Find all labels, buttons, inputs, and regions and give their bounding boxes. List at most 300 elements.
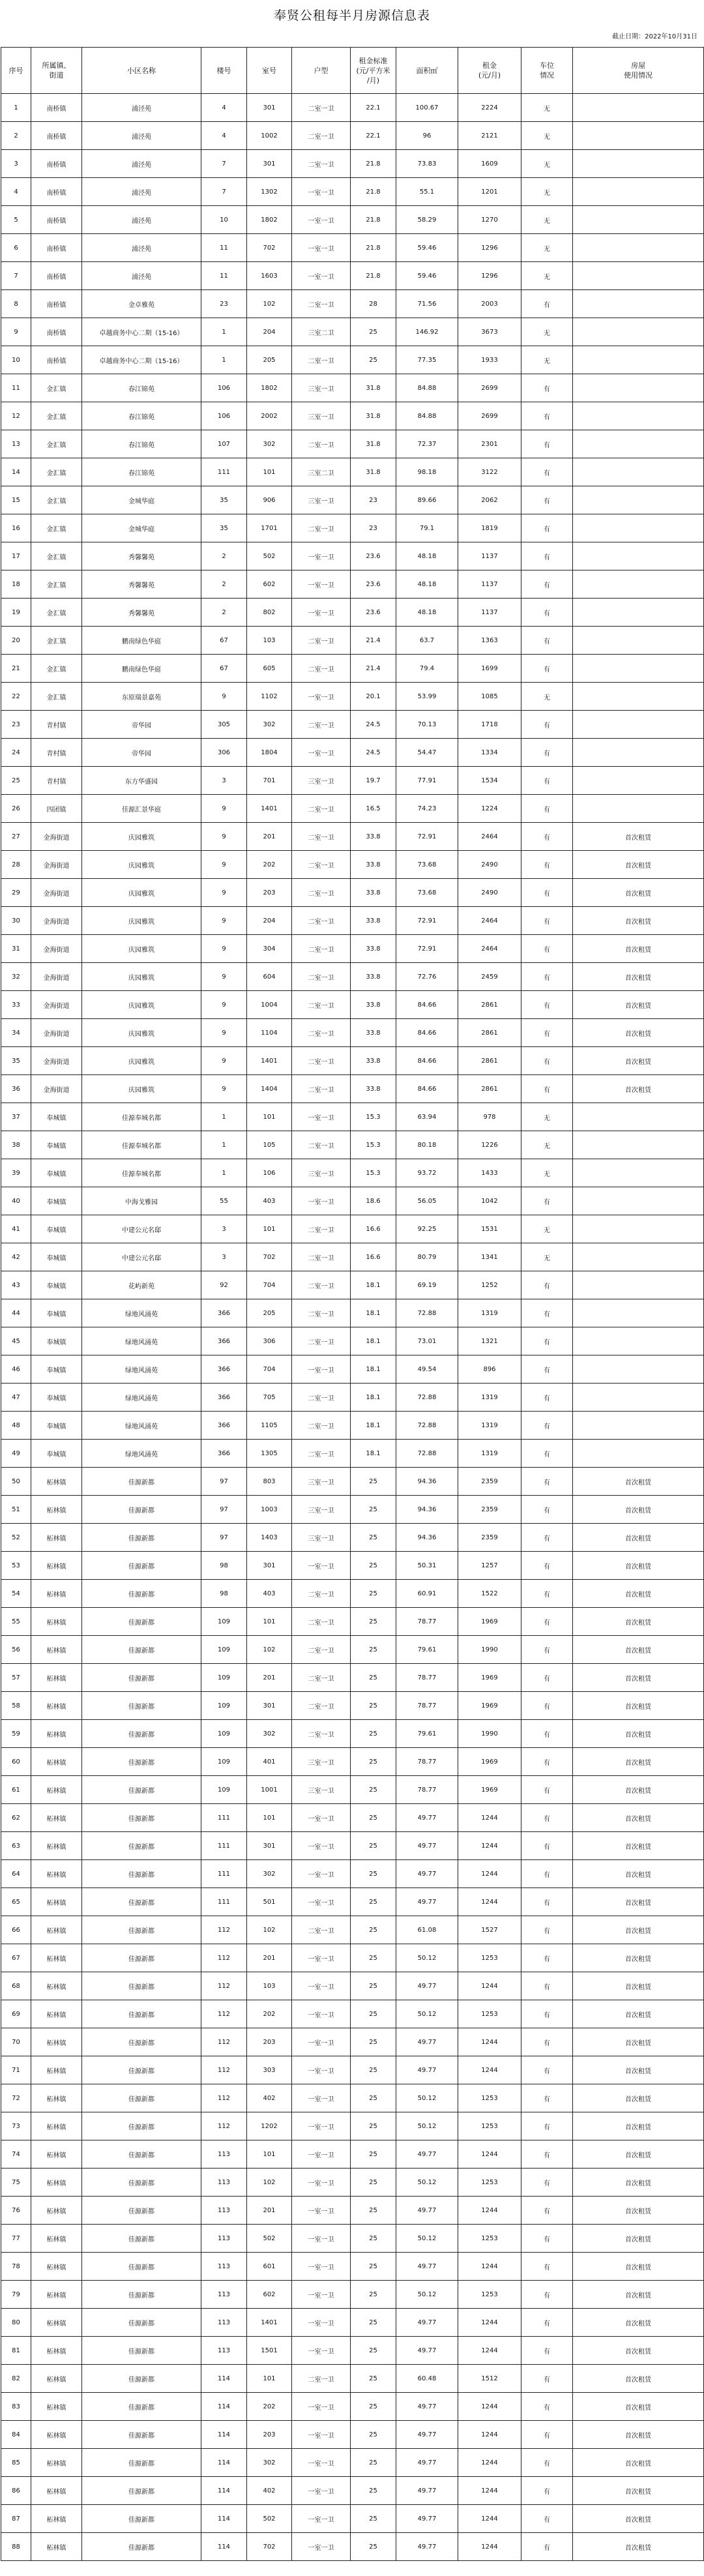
cell-parking: 有 <box>521 851 573 879</box>
cell-town: 金汇镇 <box>31 486 82 514</box>
cell-rent-standard: 25 <box>351 2197 396 2225</box>
cell-rent-standard: 18.6 <box>351 1187 396 1215</box>
cell-room: 102 <box>247 1916 292 1944</box>
cell-building: 97 <box>201 1524 247 1552</box>
cell-rent: 1244 <box>458 2028 521 2056</box>
cell-parking: 无 <box>521 1159 573 1187</box>
cell-area: 72.88 <box>396 1440 458 1468</box>
cell-building: 111 <box>201 1804 247 1832</box>
cell-rent-standard: 16.6 <box>351 1243 396 1271</box>
table-row <box>1 1832 704 1860</box>
cell-rent-standard: 25 <box>351 1664 396 1692</box>
cell-layout: 二室一卫 <box>292 907 351 935</box>
table-row <box>1 2112 704 2140</box>
cell-town: 奉城镇 <box>31 1384 82 1412</box>
cell-community: 秀馨馨苑 <box>82 570 201 599</box>
cell-usage: 首次租赁 <box>573 2421 704 2449</box>
cell-no: 31 <box>1 935 31 963</box>
cell-community: 佳源新都 <box>82 2197 201 2225</box>
cell-no: 21 <box>1 655 31 683</box>
cell-parking: 有 <box>521 542 573 570</box>
cell-layout: 一室一卫 <box>292 1860 351 1888</box>
cell-area: 93.72 <box>396 1159 458 1187</box>
cell-room: 906 <box>247 486 292 514</box>
cell-rent: 1137 <box>458 599 521 627</box>
cell-room: 702 <box>247 2533 292 2561</box>
cell-room: 604 <box>247 963 292 991</box>
cell-room: 705 <box>247 1384 292 1412</box>
cell-rent-standard: 33.8 <box>351 1019 396 1047</box>
table-row <box>1 1944 704 1972</box>
cell-rent-standard: 25 <box>351 1804 396 1832</box>
cell-no: 52 <box>1 1524 31 1552</box>
cell-usage: 首次租赁 <box>573 1608 704 1636</box>
cell-town: 柘林镇 <box>31 2112 82 2140</box>
cell-parking: 无 <box>521 94 573 122</box>
cell-area: 73.68 <box>396 851 458 879</box>
cell-rent: 1253 <box>458 2281 521 2309</box>
table-row <box>1 1972 704 2000</box>
cell-usage: 首次租赁 <box>573 1496 704 1524</box>
cell-no: 71 <box>1 2056 31 2084</box>
cell-building: 9 <box>201 1019 247 1047</box>
cell-no: 54 <box>1 1580 31 1608</box>
cell-no: 66 <box>1 1916 31 1944</box>
cell-rent-standard: 33.8 <box>351 1047 396 1075</box>
cell-room: 302 <box>247 1720 292 1748</box>
table-row <box>1 795 704 823</box>
cell-rent-standard: 25 <box>351 1860 396 1888</box>
cell-rent: 1253 <box>458 2169 521 2197</box>
cell-room: 105 <box>247 1131 292 1159</box>
cell-room: 101 <box>247 2140 292 2169</box>
cell-community: 中建公元名邸 <box>82 1243 201 1271</box>
cell-parking: 有 <box>521 1888 573 1916</box>
cell-area: 84.66 <box>396 1019 458 1047</box>
cell-layout: 二室一卫 <box>292 795 351 823</box>
cell-rent-standard: 25 <box>351 1944 396 1972</box>
cell-community: 庆园雅筑 <box>82 1019 201 1047</box>
cell-parking: 有 <box>521 907 573 935</box>
cell-room: 602 <box>247 570 292 599</box>
cell-rent: 1244 <box>458 1888 521 1916</box>
cell-area: 79.4 <box>396 655 458 683</box>
cell-room: 202 <box>247 851 292 879</box>
cell-no: 75 <box>1 2169 31 2197</box>
cell-layout: 三室一卫 <box>292 1776 351 1804</box>
cell-town: 金海街道 <box>31 935 82 963</box>
cell-building: 112 <box>201 2112 247 2140</box>
table-row <box>1 2533 704 2561</box>
cell-parking: 有 <box>521 2477 573 2505</box>
cell-layout: 一室一卫 <box>292 683 351 711</box>
cell-layout: 二室一卫 <box>292 290 351 318</box>
cell-town: 柘林镇 <box>31 2028 82 2056</box>
cell-town: 金海街道 <box>31 963 82 991</box>
header-building: 楼号 <box>201 48 247 94</box>
cell-community: 佳源新都 <box>82 2028 201 2056</box>
cell-parking: 有 <box>521 570 573 599</box>
cell-room: 205 <box>247 1299 292 1327</box>
cell-town: 柘林镇 <box>31 2309 82 2337</box>
cell-usage: 首次租赁 <box>573 2056 704 2084</box>
cell-community: 中海戈雅园 <box>82 1187 201 1215</box>
cell-rent: 1969 <box>458 1664 521 1692</box>
cell-rent-standard: 25 <box>351 318 396 346</box>
title-bar <box>0 0 704 29</box>
cell-no: 26 <box>1 795 31 823</box>
cell-usage: 首次租赁 <box>573 1019 704 1047</box>
cell-layout: 一室一卫 <box>292 542 351 570</box>
cell-room: 1004 <box>247 991 292 1019</box>
cell-usage <box>573 486 704 514</box>
cell-usage <box>573 150 704 178</box>
cell-no: 53 <box>1 1552 31 1580</box>
cell-no: 50 <box>1 1468 31 1496</box>
cell-building: 9 <box>201 683 247 711</box>
cell-rent: 1244 <box>458 2140 521 2169</box>
cell-rent-standard: 33.8 <box>351 1075 396 1103</box>
cell-rent-standard: 16.5 <box>351 795 396 823</box>
cell-town: 奉城镇 <box>31 1187 82 1215</box>
cell-rent-standard: 18.1 <box>351 1412 396 1440</box>
table-row <box>1 1355 704 1384</box>
cell-area: 50.12 <box>396 2281 458 2309</box>
cell-rent: 1201 <box>458 178 521 206</box>
cell-no: 29 <box>1 879 31 907</box>
cell-rent: 1527 <box>458 1916 521 1944</box>
cell-layout: 二室一卫 <box>292 1636 351 1664</box>
cell-rent: 1244 <box>458 2421 521 2449</box>
cell-parking: 有 <box>521 430 573 458</box>
cell-usage <box>573 655 704 683</box>
cell-rent-standard: 18.1 <box>351 1355 396 1384</box>
cell-town: 奉城镇 <box>31 1243 82 1271</box>
table-row <box>1 1468 704 1496</box>
cell-building: 9 <box>201 1047 247 1075</box>
cell-town: 南桥镇 <box>31 290 82 318</box>
cell-town: 金汇镇 <box>31 458 82 486</box>
cell-town: 柘林镇 <box>31 2365 82 2393</box>
table-row <box>1 150 704 178</box>
cell-rent: 1512 <box>458 2365 521 2393</box>
table-row <box>1 1748 704 1776</box>
cell-rent: 3673 <box>458 318 521 346</box>
header-town: 所属镇、 街道 <box>31 48 82 94</box>
cell-layout: 一室一卫 <box>292 2000 351 2028</box>
cell-rent-standard: 25 <box>351 2309 396 2337</box>
cell-building: 111 <box>201 1860 247 1888</box>
cell-parking: 有 <box>521 2225 573 2253</box>
cell-area: 72.37 <box>396 430 458 458</box>
cell-area: 49.77 <box>396 2197 458 2225</box>
cell-rent: 2003 <box>458 290 521 318</box>
cell-rent-standard: 33.8 <box>351 935 396 963</box>
cell-area: 49.77 <box>396 2505 458 2533</box>
cell-no: 79 <box>1 2281 31 2309</box>
cell-room: 102 <box>247 290 292 318</box>
cell-community: 庆园雅筑 <box>82 907 201 935</box>
cell-no: 22 <box>1 683 31 711</box>
cell-parking: 有 <box>521 2393 573 2421</box>
cell-town: 奉城镇 <box>31 1131 82 1159</box>
table-row <box>1 1327 704 1355</box>
cell-rent: 2861 <box>458 991 521 1019</box>
cell-layout: 二室一卫 <box>292 1440 351 1468</box>
cell-building: 4 <box>201 122 247 150</box>
cell-usage: 首次租赁 <box>573 1916 704 1944</box>
cell-town: 金海街道 <box>31 879 82 907</box>
cell-layout: 一室一卫 <box>292 2197 351 2225</box>
cell-building: 112 <box>201 2028 247 2056</box>
cell-town: 奉城镇 <box>31 1299 82 1327</box>
cell-town: 柘林镇 <box>31 1692 82 1720</box>
cell-room: 1603 <box>247 262 292 290</box>
cell-parking: 有 <box>521 2028 573 2056</box>
cell-rent: 1244 <box>458 2477 521 2505</box>
cell-usage: 首次租赁 <box>573 2309 704 2337</box>
cell-building: 366 <box>201 1355 247 1384</box>
table-row <box>1 402 704 430</box>
cell-rent: 1969 <box>458 1748 521 1776</box>
cell-no: 46 <box>1 1355 31 1384</box>
cell-rent: 1433 <box>458 1159 521 1187</box>
cell-community: 庆园雅筑 <box>82 935 201 963</box>
cell-no: 15 <box>1 486 31 514</box>
cell-usage: 首次租赁 <box>573 2169 704 2197</box>
cell-town: 青村镇 <box>31 739 82 767</box>
cell-community: 鹏南绿色华庭 <box>82 655 201 683</box>
cell-area: 80.79 <box>396 1243 458 1271</box>
cell-layout: 一室一卫 <box>292 1972 351 2000</box>
cell-usage <box>573 1440 704 1468</box>
cell-area: 74.23 <box>396 795 458 823</box>
cell-area: 84.66 <box>396 1075 458 1103</box>
cell-community: 佳源新都 <box>82 2421 201 2449</box>
table-row <box>1 683 704 711</box>
table-row <box>1 1608 704 1636</box>
cell-area: 49.77 <box>396 1832 458 1860</box>
cell-usage <box>573 1299 704 1327</box>
cell-rent-standard: 25 <box>351 2028 396 2056</box>
cell-no: 13 <box>1 430 31 458</box>
cell-town: 柘林镇 <box>31 2281 82 2309</box>
cell-parking: 有 <box>521 2365 573 2393</box>
cell-no: 30 <box>1 907 31 935</box>
table-row <box>1 1496 704 1524</box>
cell-parking: 有 <box>521 1608 573 1636</box>
cell-parking: 有 <box>521 1972 573 2000</box>
cell-area: 50.12 <box>396 2112 458 2140</box>
cell-rent-standard: 31.8 <box>351 458 396 486</box>
cell-layout: 二室一卫 <box>292 1047 351 1075</box>
cell-building: 114 <box>201 2365 247 2393</box>
cell-community: 东原瑞景嘉苑 <box>82 683 201 711</box>
cell-no: 41 <box>1 1215 31 1243</box>
cell-community: 浦泾苑 <box>82 150 201 178</box>
cell-town: 奉城镇 <box>31 1159 82 1187</box>
cell-area: 60.48 <box>396 2365 458 2393</box>
cell-room: 102 <box>247 1636 292 1664</box>
cell-area: 84.88 <box>396 402 458 430</box>
cell-usage <box>573 1159 704 1187</box>
cell-rent-standard: 25 <box>351 1888 396 1916</box>
cell-usage: 首次租赁 <box>573 1636 704 1664</box>
cell-community: 佳源汇景华庭 <box>82 795 201 823</box>
header-parking: 车位 情况 <box>521 48 573 94</box>
cell-no: 67 <box>1 1944 31 1972</box>
cell-room: 203 <box>247 2421 292 2449</box>
cell-room: 304 <box>247 935 292 963</box>
cell-usage: 首次租赁 <box>573 1664 704 1692</box>
cell-community: 庆园雅筑 <box>82 963 201 991</box>
cell-room: 601 <box>247 2253 292 2281</box>
cell-area: 49.77 <box>396 2421 458 2449</box>
cell-rent: 1244 <box>458 2393 521 2421</box>
table-row <box>1 935 704 963</box>
cell-area: 49.77 <box>396 1860 458 1888</box>
cell-rent-standard: 25 <box>351 1580 396 1608</box>
cell-usage <box>573 1412 704 1440</box>
cell-area: 78.77 <box>396 1776 458 1804</box>
cell-parking: 有 <box>521 1944 573 1972</box>
cell-town: 柘林镇 <box>31 2253 82 2281</box>
cell-town: 金汇镇 <box>31 430 82 458</box>
cell-town: 金海街道 <box>31 851 82 879</box>
cell-no: 83 <box>1 2393 31 2421</box>
cell-building: 114 <box>201 2477 247 2505</box>
cell-layout: 一室一卫 <box>292 2505 351 2533</box>
cell-rent: 1137 <box>458 570 521 599</box>
cell-parking: 有 <box>521 1412 573 1440</box>
cell-room: 202 <box>247 2393 292 2421</box>
cell-rent: 1253 <box>458 2112 521 2140</box>
cell-community: 浦泾苑 <box>82 178 201 206</box>
cell-rent: 1244 <box>458 2505 521 2533</box>
cell-rent-standard: 25 <box>351 1468 396 1496</box>
cell-usage: 首次租赁 <box>573 2253 704 2281</box>
cell-community: 浦泾苑 <box>82 234 201 262</box>
cell-community: 帝华园 <box>82 739 201 767</box>
cell-building: 106 <box>201 402 247 430</box>
cell-room: 605 <box>247 655 292 683</box>
cell-area: 80.18 <box>396 1131 458 1159</box>
cell-no: 45 <box>1 1327 31 1355</box>
cell-rent: 896 <box>458 1355 521 1384</box>
cell-no: 82 <box>1 2365 31 2393</box>
cell-usage <box>573 1103 704 1131</box>
table-row <box>1 1916 704 1944</box>
cell-rent: 1137 <box>458 542 521 570</box>
cell-room: 302 <box>247 2449 292 2477</box>
cell-community: 佳源新都 <box>82 1636 201 1664</box>
cell-rent: 2699 <box>458 374 521 402</box>
cell-parking: 有 <box>521 739 573 767</box>
cell-room: 201 <box>247 1944 292 1972</box>
cell-town: 柘林镇 <box>31 2084 82 2112</box>
cell-usage <box>573 1187 704 1215</box>
cell-parking: 有 <box>521 402 573 430</box>
cell-layout: 二室一卫 <box>292 150 351 178</box>
cell-community: 佳源新都 <box>82 1860 201 1888</box>
cell-parking: 有 <box>521 1636 573 1664</box>
cell-parking: 无 <box>521 346 573 374</box>
cell-building: 306 <box>201 739 247 767</box>
header-layout: 户型 <box>292 48 351 94</box>
cell-town: 柘林镇 <box>31 2225 82 2253</box>
cell-room: 704 <box>247 1271 292 1299</box>
cell-layout: 一室一卫 <box>292 1888 351 1916</box>
cell-rent: 2464 <box>458 935 521 963</box>
cell-parking: 有 <box>521 1748 573 1776</box>
table-row <box>1 851 704 879</box>
cell-community: 佳源新都 <box>82 2140 201 2169</box>
cell-area: 49.77 <box>396 1804 458 1832</box>
cell-usage <box>573 767 704 795</box>
cell-community: 庆园雅筑 <box>82 1075 201 1103</box>
table-row <box>1 1720 704 1748</box>
cell-building: 9 <box>201 879 247 907</box>
cell-building: 11 <box>201 262 247 290</box>
cell-room: 402 <box>247 2084 292 2112</box>
cell-usage <box>573 542 704 570</box>
cell-building: 1 <box>201 318 247 346</box>
cell-community: 佳源新都 <box>82 1832 201 1860</box>
cell-building: 109 <box>201 1720 247 1748</box>
cell-layout: 一室一卫 <box>292 739 351 767</box>
cell-usage <box>573 458 704 486</box>
cell-usage: 首次租赁 <box>573 2197 704 2225</box>
cell-rent-standard: 28 <box>351 290 396 318</box>
cell-room: 301 <box>247 1692 292 1720</box>
cell-community: 佳源新都 <box>82 2365 201 2393</box>
cell-usage <box>573 627 704 655</box>
cell-community: 佳源新都 <box>82 1552 201 1580</box>
cell-parking: 有 <box>521 711 573 739</box>
cell-community: 金城华庭 <box>82 486 201 514</box>
cell-layout: 一室一卫 <box>292 1355 351 1384</box>
table-row <box>1 570 704 599</box>
table-row <box>1 907 704 935</box>
cell-no: 86 <box>1 2477 31 2505</box>
cell-layout: 一室一卫 <box>292 2393 351 2421</box>
table-row <box>1 1692 704 1720</box>
cell-usage <box>573 570 704 599</box>
cell-layout: 二室一卫 <box>292 991 351 1019</box>
cell-rent-standard: 16.6 <box>351 1215 396 1243</box>
cell-room: 402 <box>247 2477 292 2505</box>
cell-rent: 1244 <box>458 2197 521 2225</box>
cell-community: 佳源新都 <box>82 2253 201 2281</box>
cell-community: 帝华园 <box>82 711 201 739</box>
cell-layout: 二室一卫 <box>292 935 351 963</box>
table-row <box>1 346 704 374</box>
cell-building: 2 <box>201 599 247 627</box>
cell-no: 12 <box>1 402 31 430</box>
cell-town: 南桥镇 <box>31 262 82 290</box>
cell-usage <box>573 683 704 711</box>
cell-usage: 首次租赁 <box>573 2084 704 2112</box>
cell-rent-standard: 33.8 <box>351 963 396 991</box>
cell-rent-standard: 25 <box>351 2477 396 2505</box>
table-row <box>1 1075 704 1103</box>
cell-no: 72 <box>1 2084 31 2112</box>
cell-no: 88 <box>1 2533 31 2561</box>
table-row <box>1 1860 704 1888</box>
cell-area: 84.66 <box>396 1047 458 1075</box>
cell-community: 金城华庭 <box>82 514 201 542</box>
cell-layout: 二室一卫 <box>292 711 351 739</box>
